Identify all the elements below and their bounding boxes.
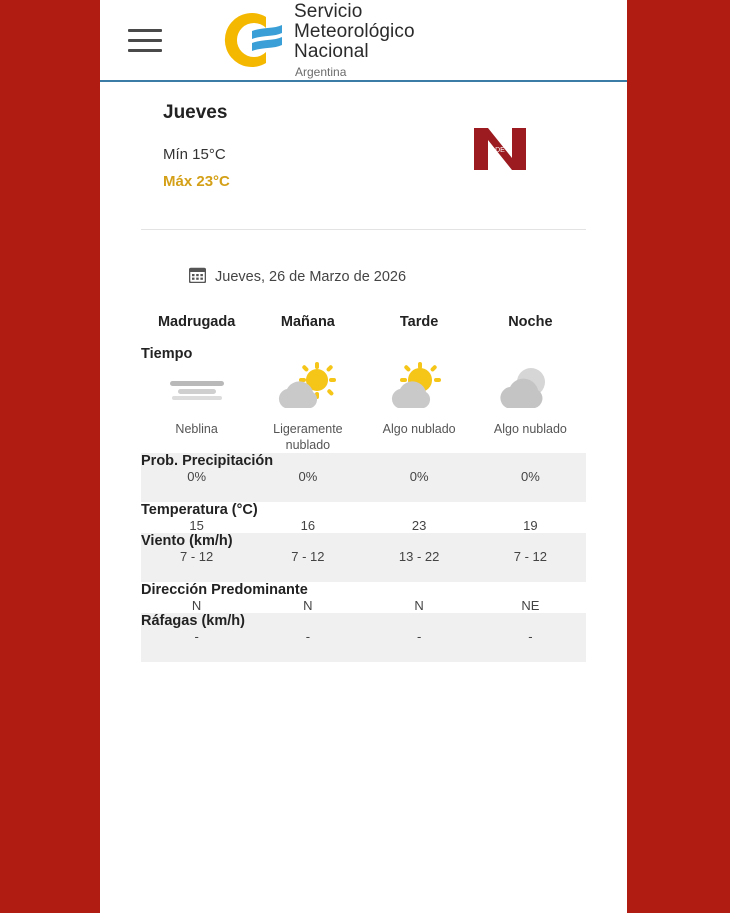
hamburger-menu-icon[interactable] <box>128 20 174 60</box>
hamburger-bar <box>128 39 162 42</box>
brand-line-2: Meteorológico <box>294 20 415 42</box>
row-title-precip <box>141 453 586 469</box>
direction-tarde: N <box>414 598 424 614</box>
period-header-row <box>141 314 586 346</box>
wind-tarde: 13 - 22 <box>398 549 440 565</box>
gusts-madrugada: - <box>194 629 199 645</box>
row-title-gusts <box>141 613 586 629</box>
mist-icon <box>141 362 252 416</box>
precip-madrugada: 0% <box>187 469 207 485</box>
row-label-wind: Viento (km/h) <box>141 533 233 550</box>
gusts-noche: - <box>528 629 533 645</box>
period-header-madrugada: Madrugada <box>157 314 236 330</box>
weather-cell-noche <box>475 362 586 453</box>
brand-subtitle: Argentina <box>295 64 347 79</box>
temp-tarde: 23 <box>411 518 427 534</box>
day-summary <box>141 84 586 230</box>
wind-noche: 7 - 12 <box>513 549 547 565</box>
weather-title-row <box>141 346 586 362</box>
row-title-temp <box>141 502 586 518</box>
temp-noche: 19 <box>523 518 538 534</box>
wind-manana: 7 - 12 <box>291 549 325 565</box>
weather-cell-tarde <box>364 362 475 453</box>
brand-line-1: Servicio <box>294 0 363 22</box>
row-label-temp: Temperatura (°C) <box>141 502 258 519</box>
nn-logo-icon <box>472 126 534 172</box>
forecast-date-row <box>141 266 586 288</box>
hamburger-bar <box>128 29 162 32</box>
brand[interactable] <box>212 2 415 79</box>
temp-madrugada: 15 <box>189 518 204 534</box>
wind-madrugada: 7 - 12 <box>180 549 214 565</box>
partly-cloudy-sun-icon <box>252 362 363 416</box>
row-title-direction <box>141 582 586 598</box>
period-header-tarde: Tarde <box>399 314 439 330</box>
summary-min-temp: Mín 15°C <box>163 146 226 163</box>
weather-label-madrugada: Neblina <box>175 422 218 436</box>
weather-cell-madrugada <box>141 362 252 453</box>
forecast-card <box>141 84 586 662</box>
row-values-temp <box>141 518 586 533</box>
smn-logo-icon <box>212 7 286 73</box>
weather-cell-manana <box>252 362 363 453</box>
svg-text:DE: DE <box>495 147 505 154</box>
weather-label-noche: Algo nublado <box>493 422 567 436</box>
forecast-detail <box>141 230 586 662</box>
hamburger-bar <box>128 49 162 52</box>
direction-manana: N <box>303 598 313 614</box>
direction-madrugada: N <box>191 598 202 614</box>
precip-manana: 0% <box>298 469 318 485</box>
row-label-direction: Dirección Predominante <box>141 582 308 599</box>
gusts-tarde: - <box>416 629 422 645</box>
weather-section-title: Tiempo <box>141 346 193 362</box>
precip-tarde: 0% <box>409 469 429 485</box>
partly-cloudy-sun-icon <box>364 362 475 416</box>
site-header <box>100 0 627 82</box>
row-values-wind <box>141 549 586 582</box>
forecast-table <box>141 314 586 662</box>
brand-line-3: Nacional <box>294 41 369 63</box>
row-label-precip: Prob. Precipitación <box>141 453 274 470</box>
calendar-icon <box>189 266 206 288</box>
forecast-date: Jueves, 26 de Marzo de 2026 <box>215 269 407 285</box>
temp-manana: 16 <box>300 518 316 534</box>
weather-icon-row <box>141 362 586 453</box>
row-values-precip <box>141 469 586 502</box>
summary-day: Jueves <box>163 102 228 123</box>
weather-label-tarde: Algo nublado <box>382 422 456 436</box>
row-values-direction <box>141 598 586 613</box>
period-header-noche: Noche <box>508 314 553 330</box>
precip-noche: 0% <box>520 469 540 485</box>
direction-noche: NE <box>521 598 540 614</box>
cloudy-icon <box>475 362 586 416</box>
row-label-gusts: Ráfagas (km/h) <box>141 613 245 630</box>
period-header-manana: Mañana <box>280 314 335 330</box>
row-values-gusts <box>141 629 586 662</box>
gusts-manana: - <box>305 629 311 645</box>
brand-text <box>294 2 415 79</box>
weather-label-manana: Ligeramente nublado <box>273 422 343 452</box>
row-title-wind <box>141 533 586 549</box>
summary-max-temp: Máx 23°C <box>163 173 230 190</box>
